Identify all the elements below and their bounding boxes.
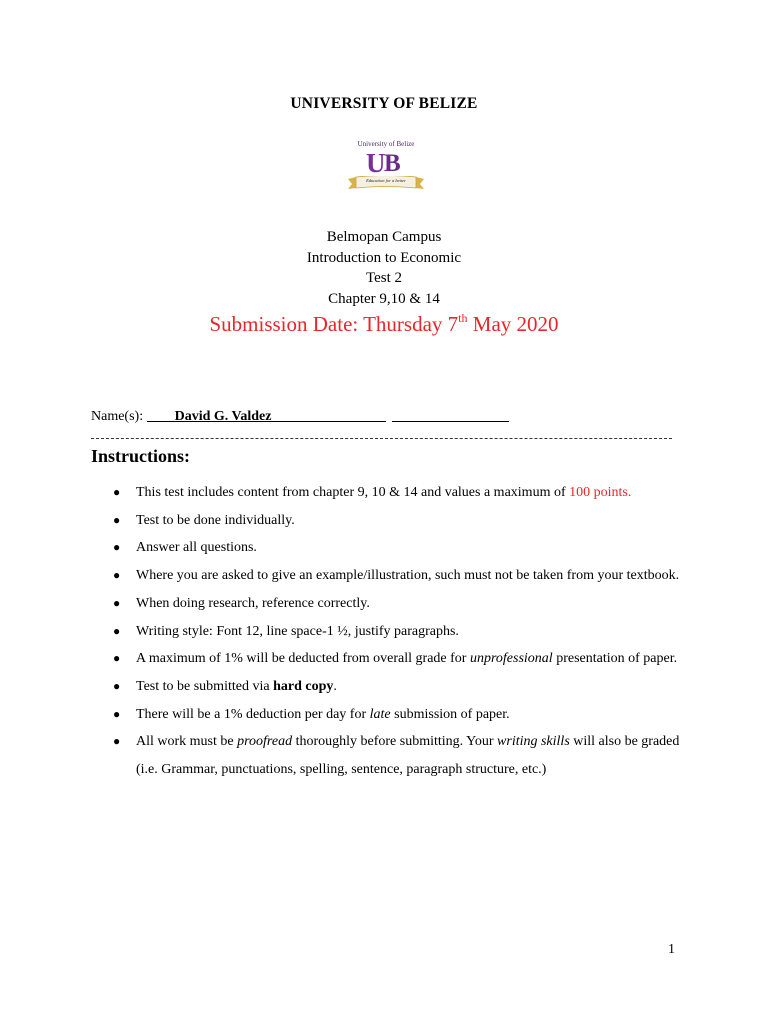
logo-motto: Education for a better [366,178,406,183]
instruction-text: All work must be [136,734,238,750]
instruction-item [91,479,681,507]
names-label: Name(s): [91,409,147,424]
name-blank-second [392,408,509,422]
instruction-item [91,645,681,673]
instruction-item [91,701,681,729]
instruction-text: submission of paper. [390,706,510,722]
logo-letter-u: U [366,148,384,178]
instruction-text: A maximum of 1% will be deducted from overall grade for [136,651,470,667]
bullet-icon: ● [113,678,121,693]
university-title: UNIVERSITY OF BELIZE [290,95,478,112]
submission-date-main: Submission Date: Thursday 7 [209,312,459,336]
instruction-text: When doing research, reference correctly. [136,595,370,611]
student-name: David G. Valdez [174,409,272,424]
instruction-text: Where you are asked to give an example/illustration, such must not be taken from your textbook. [136,568,680,584]
name-blank-trailing [271,408,386,422]
bullet-icon: ● [113,540,121,555]
instruction-text: . [333,678,337,694]
bullet-icon: ● [113,595,121,610]
instruction-item [91,728,681,783]
bullet-icon: ● [113,623,121,638]
name-blank-leading [147,408,175,422]
emphasis-text: late [369,706,391,722]
bullet-icon: ● [113,651,121,666]
emphasis-text: writing skills [497,734,570,750]
submission-date [0,312,768,337]
bold-text: hard copy [273,678,334,694]
bullet-icon: ● [113,706,121,721]
instruction-text: Answer all questions. [136,540,257,556]
instruction-item [91,673,681,701]
bullet-icon: ● [113,512,121,527]
instruction-text: thoroughly before submitting. Your [292,734,498,750]
bullet-icon: ● [113,734,121,749]
instruction-item [91,507,681,535]
instructions-list [91,479,681,784]
page-number: 1 [668,942,675,957]
instruction-text: This test includes content from chapter 9, 10 & 14 and values a maximum of [136,485,570,500]
test-number: Test 2 [365,270,403,286]
campus-name: Belmopan Campus [326,229,442,245]
instruction-item [91,590,681,618]
bullet-icon: ● [113,485,121,499]
instruction-text: presentation of paper. [552,651,678,667]
course-name: Introduction to Economic [306,250,462,266]
points-highlight: 100 points. [569,485,632,500]
emphasis-text: proofread [237,734,293,750]
instruction-item [91,534,681,562]
names-line [91,408,509,425]
instruction-text: Test to be submitted via [136,678,274,694]
university-logo [340,138,432,200]
bullet-icon: ● [113,568,121,583]
submission-date-suffix: th [458,311,468,325]
separator-line [91,438,672,439]
instruction-text: There will be a 1% deduction per day for [136,706,370,722]
instruction-text: Writing style: Font 12, line space-1 ½, justify paragraphs. [136,623,459,639]
submission-date-month-year: May 2020 [467,312,559,336]
logo-letter-b: B [384,150,401,177]
instruction-text: will also be graded (i.e. Grammar, punctuations, spelling, sentence, paragraph structure, etc.) [136,734,680,778]
chapter-list: Chapter 9,10 & 14 [328,291,440,307]
instructions-heading: Instructions: [91,446,191,466]
emphasis-text: unprofessional [469,651,553,667]
logo-top-text: University of Belize [357,140,415,148]
instruction-item [91,618,681,646]
instruction-item [91,562,681,590]
instruction-text: Test to be done individually. [136,512,295,528]
